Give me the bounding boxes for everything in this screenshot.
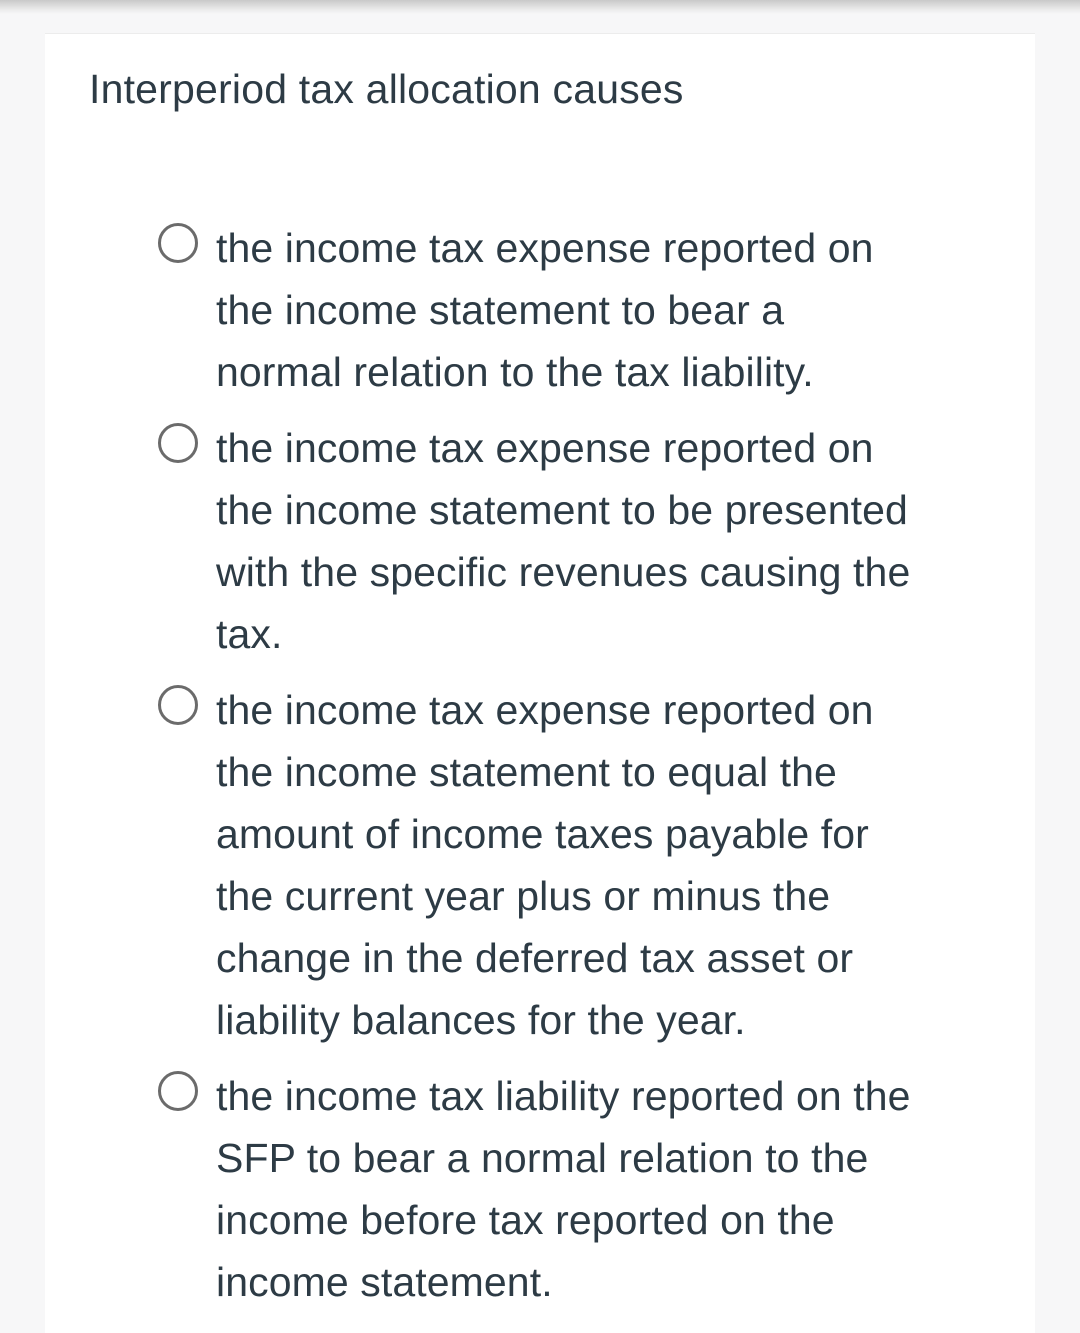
radio-button-icon[interactable] bbox=[158, 1071, 198, 1111]
answer-option-label: the income tax expense reported on the income statement to be presented with the specific revenues causing the tax. bbox=[216, 425, 911, 657]
answer-option-3[interactable] bbox=[158, 679, 918, 1051]
answer-option-2[interactable] bbox=[158, 417, 918, 665]
radio-button-icon[interactable] bbox=[158, 223, 198, 263]
top-shadow-bar bbox=[0, 0, 1080, 14]
radio-button-icon[interactable] bbox=[158, 685, 198, 725]
radio-button-icon[interactable] bbox=[158, 423, 198, 463]
answer-options bbox=[158, 217, 918, 1327]
question-card bbox=[45, 33, 1035, 1333]
answer-option-4[interactable] bbox=[158, 1065, 918, 1313]
question-prompt: Interperiod tax allocation causes bbox=[89, 66, 684, 112]
answer-option-label: the income tax expense reported on the income statement to bear a normal relation to the tax liability. bbox=[216, 225, 874, 395]
answer-option-1[interactable] bbox=[158, 217, 918, 403]
answer-option-label: the income tax liability reported on the SFP to bear a normal relation to the income before tax reported on the income statement. bbox=[216, 1073, 911, 1305]
answer-option-label: the income tax expense reported on the income statement to equal the amount of income taxes payable for the current year plus or minus the change in the deferred tax asset or liability balances for the year. bbox=[216, 687, 874, 1043]
